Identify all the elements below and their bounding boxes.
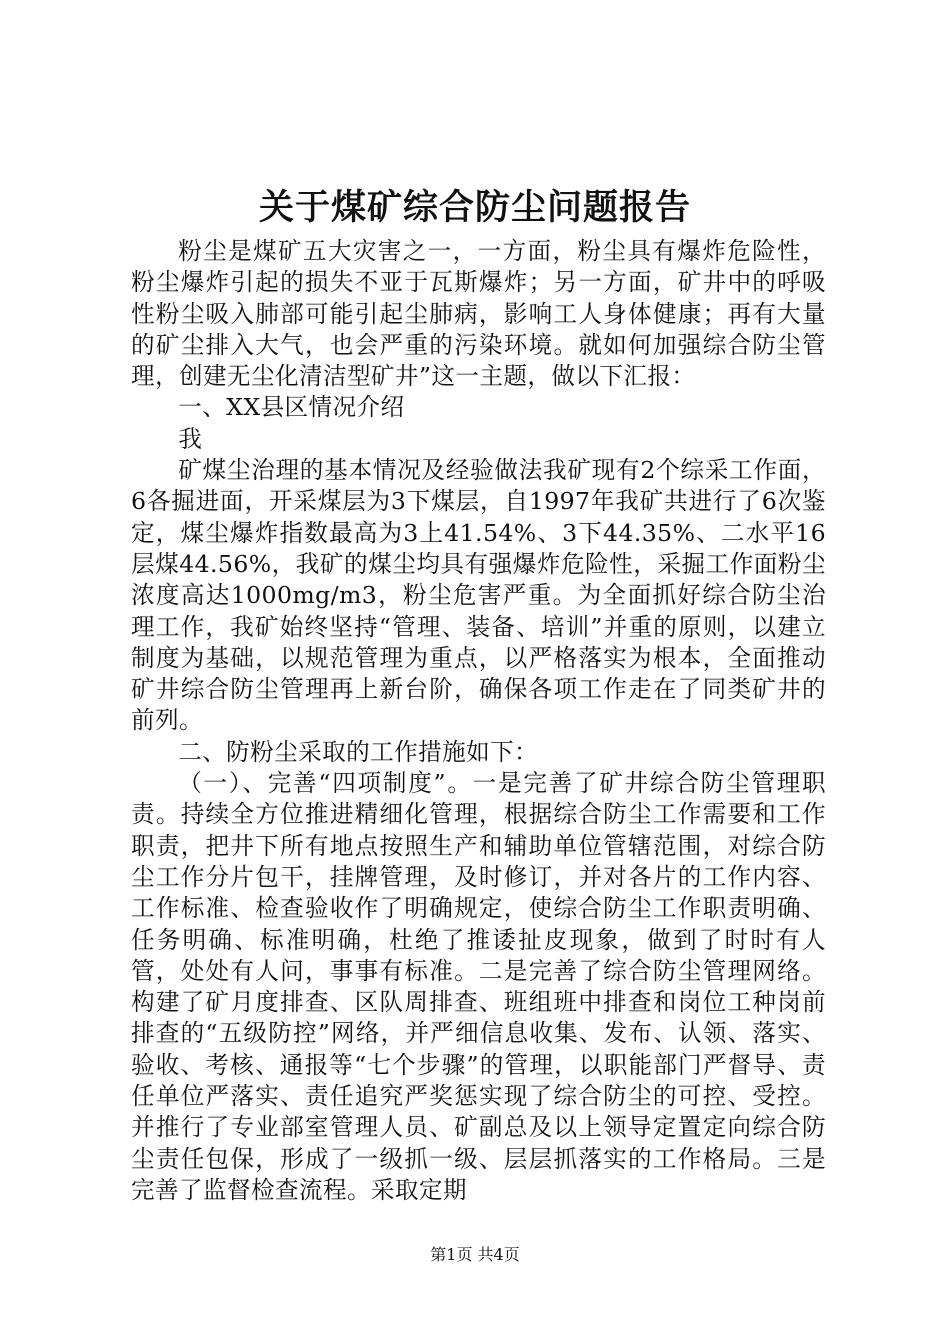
- paragraph-intro: 粉尘是煤矿五大灾害之一，一方面，粉尘具有爆炸危险性，粉尘爆炸引起的损失不亚于瓦斯爆炸；另一方面，矿井中的呼吸性粉尘吸入肺部可能引起尘肺病，影响工人身体健康；再有大量的矿尘排入大气，也会严重的污染环境。就如何加强综合防尘管理，创建无尘化清洁型矿井”这一主题，做以下汇报：: [131, 237, 826, 391]
- page-footer: 第1页 共4页: [430, 1245, 520, 1264]
- paragraph-dust-control: 矿煤尘治理的基本情况及经验做法我矿现有2个综采工作面，6各掘进面，开采煤层为3下煤层，自1997年我矿共进行了6次鉴定，煤尘爆炸指数最高为3上41.54%、3下44.35%、二水平16层煤44.56%，我矿的煤尘均具有强爆炸危险性，采掘工作面粉尘浓度高达1000mg/m3，粉尘危害严重。为全面抓好综合防尘治理工作，我矿始终坚持“管理、装备、培训”并重的原则，以建立制度为基础，以规范管理为重点，以严格落实为根本，全面推动矿井综合防尘管理再上新台阶，确保各项工作走在了同类矿井的前列。: [131, 456, 826, 735]
- section-heading-1: 一、XX县区情况介绍: [178, 393, 405, 422]
- paragraph-four-systems: （一）、完善“四项制度”。一是完善了矿井综合防尘管理职责。持续全方位推进精细化管理，根据综合防尘工作需要和工作职责，把井下所有地点按照生产和辅助单位管辖范围，对综合防尘工作分片包干，挂牌管理，及时修订，并对各片的工作内容、工作标准、检查验收作了明确规定，使综合防尘工作职责明确、任务明确、标准明确，杜绝了推诿扯皮现象，做到了时时有人管，处处有人问，事事有标准。二是完善了综合防尘管理网络。构建了矿月度排查、区队周排查、班组班中排查和岗位工种岗前排查的“五级防控”网络，并严细信息收集、发布、认领、落实、验收、考核、通报等“七个步骤”的管理，以职能部门严督导、责任单位严落实、责任追究严奖惩实现了综合防尘的可控、受控。并推行了专业部室管理人员、矿副总及以上领导定置定向综合防尘责任包保，形成了一级抓一级、层层抓落实的工作格局。三是完善了监督检查流程。采取定期: [131, 769, 826, 1204]
- section-heading-2: 二、防粉尘采取的工作措施如下：: [178, 737, 539, 766]
- document-body: [131, 236, 826, 1206]
- document-title: 关于煤矿综合防尘问题报告: [258, 187, 691, 228]
- paragraph-fragment: 我: [178, 424, 203, 453]
